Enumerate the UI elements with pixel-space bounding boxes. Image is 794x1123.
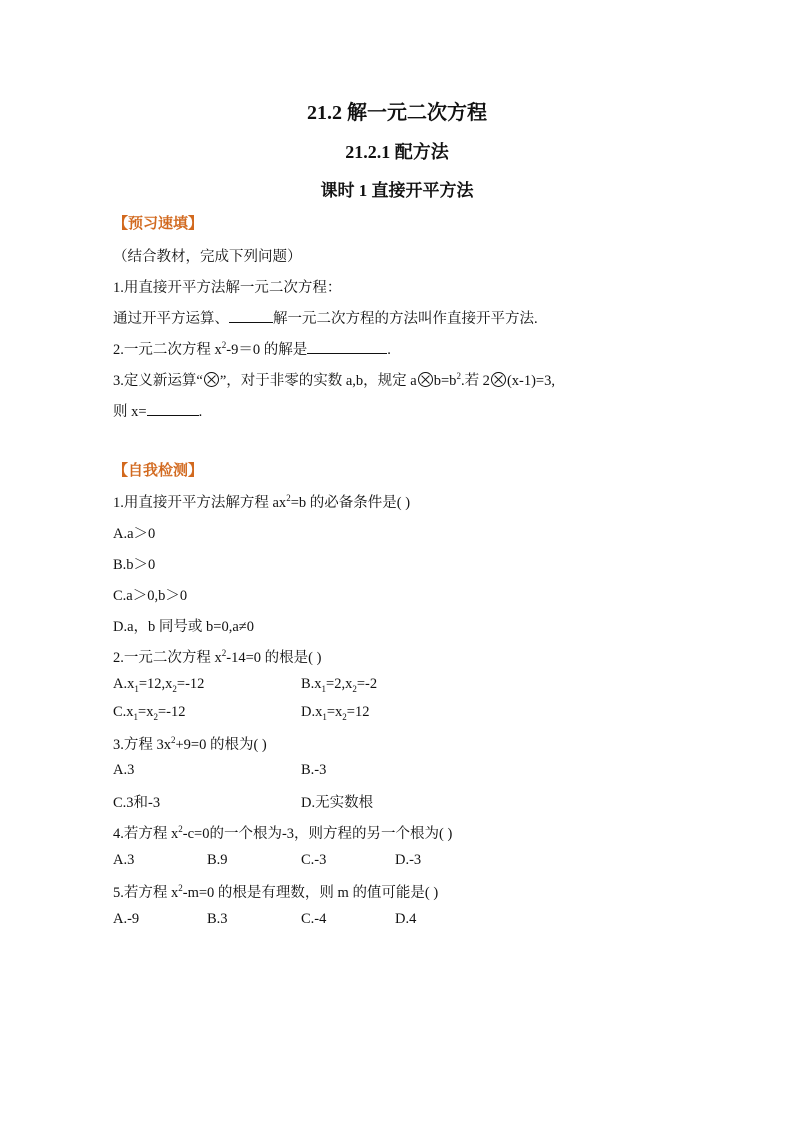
- q3-answer-label: 则 x=: [113, 404, 147, 420]
- opt-text: D.x: [301, 704, 323, 720]
- opt-sub: 1: [322, 711, 327, 722]
- opt-sub: 1: [321, 683, 327, 694]
- preview-q1-line2: [113, 307, 538, 328]
- preview-q2: [113, 338, 391, 359]
- q4-stem-sup: 2: [178, 824, 183, 835]
- lesson-title: 课时 1 直接开平方法: [320, 181, 474, 200]
- opt-text: =12,x: [138, 676, 173, 692]
- otimes-icon: [204, 372, 219, 387]
- answer-blank[interactable]: [147, 415, 199, 416]
- q3-sup: 2: [456, 371, 461, 382]
- opt-sub: 2: [153, 711, 158, 722]
- otimes-icon: [418, 372, 433, 387]
- answer-blank[interactable]: [229, 322, 273, 323]
- q3-text-mid1: ”，对于非零的实数 a,b，规定 a: [219, 373, 417, 389]
- otimes-icon: [491, 372, 506, 387]
- q2-sup: 2: [221, 340, 227, 351]
- opt-sub: 2: [342, 711, 347, 722]
- q1-text-before: 通过开平方运算、: [113, 311, 229, 327]
- q5-option-d[interactable]: D.4: [395, 911, 417, 927]
- q1-option-b[interactable]: B.b＞0: [113, 557, 156, 573]
- q2-option-d[interactable]: [301, 704, 369, 722]
- q1-stem-sup: 2: [286, 493, 291, 504]
- q1-text-after: 解一元二次方程的方法叫作直接开平方法.: [273, 311, 538, 327]
- q3-text-mid2: b=b: [433, 373, 457, 389]
- selfcheck-q2-stem: [113, 646, 321, 667]
- opt-text: =12: [346, 704, 370, 720]
- opt-sub: 1: [134, 683, 139, 694]
- opt-text: =-12: [176, 676, 205, 692]
- selfcheck-q4-stem: [113, 822, 452, 843]
- q5-stem-text: 5.若方程 x: [113, 885, 179, 901]
- q2-stem-post: -14=0 的根是( ): [226, 650, 322, 666]
- q3-text-mid4: (x-1)=3,: [506, 373, 555, 389]
- q2-option-b[interactable]: [301, 676, 377, 694]
- opt-text: =2,x: [326, 676, 353, 692]
- q4-option-d[interactable]: D.-3: [395, 852, 422, 868]
- opt-text: =x: [326, 704, 343, 720]
- q3-text: 3.定义新运算“: [113, 373, 203, 389]
- preview-heading: 【预习速填】: [113, 216, 204, 232]
- selfcheck-q1-stem: [113, 491, 410, 512]
- q5-option-c[interactable]: C.-4: [301, 911, 327, 927]
- opt-text: =-12: [157, 704, 186, 720]
- q5-option-b[interactable]: B.3: [207, 911, 228, 927]
- q4-option-a[interactable]: A.3: [113, 852, 135, 868]
- q3-option-c[interactable]: C.3和-3: [113, 795, 161, 811]
- q3-option-b[interactable]: B.-3: [301, 762, 327, 778]
- opt-text: =x: [138, 704, 154, 720]
- opt-sub: 2: [172, 683, 177, 694]
- page-title: 21.2 解一元二次方程: [307, 102, 487, 124]
- section-title: 21.2.1 配方法: [345, 142, 449, 162]
- q2-stem-sup: 2: [221, 648, 227, 659]
- q2-text-end: .: [387, 342, 391, 358]
- q3-stem-sup: 2: [171, 735, 176, 746]
- opt-text: C.x: [113, 704, 134, 720]
- q3-answer-end: .: [198, 404, 203, 420]
- q5-stem-post: -m=0 的根是有理数，则 m 的值可能是( ): [182, 885, 439, 901]
- q2-text-mid: -9＝0 的解是: [226, 342, 308, 358]
- selfcheck-q5-stem: [113, 881, 438, 902]
- preview-q1-line1: 1.用直接开平方法解一元二次方程：: [113, 280, 342, 296]
- opt-text: =-2: [356, 676, 378, 692]
- q1-option-c[interactable]: C.a＞0,b＞0: [113, 588, 188, 604]
- selfcheck-q3-stem: [113, 733, 267, 754]
- opt-text: B.x: [301, 676, 322, 692]
- q1-stem-post: =b 的必备条件是( ): [290, 495, 411, 511]
- selfcheck-heading: 【自我检测】: [113, 463, 204, 479]
- q4-stem-text: 4.若方程 x: [113, 826, 179, 842]
- q3-stem-text: 3.方程 3x: [113, 737, 171, 753]
- q4-stem-post: -c=0的一个根为-3，则方程的另一个根为( ): [182, 826, 453, 842]
- q1-option-a[interactable]: A.a＞0: [113, 526, 156, 542]
- q3-option-d[interactable]: D.无实数根: [301, 795, 374, 811]
- q5-stem-sup: 2: [178, 883, 183, 894]
- answer-blank[interactable]: [307, 353, 387, 354]
- q2-text: 2.一元二次方程 x: [113, 342, 222, 358]
- opt-text: A.x: [113, 676, 135, 692]
- opt-sub: 1: [133, 711, 139, 722]
- q2-stem-text: 2.一元二次方程 x: [113, 650, 222, 666]
- q4-option-c[interactable]: C.-3: [301, 852, 327, 868]
- preview-q3-line2: [113, 400, 202, 421]
- q1-option-d[interactable]: D.a，b 同号或 b=0,a≠0: [113, 619, 254, 635]
- q2-option-c[interactable]: [113, 704, 186, 722]
- opt-sub: 2: [352, 683, 357, 694]
- preview-q3-line1: [113, 369, 555, 390]
- q1-stem-text: 1.用直接开平方法解方程 ax: [113, 495, 287, 511]
- q2-option-a[interactable]: [113, 676, 204, 694]
- q3-option-a[interactable]: A.3: [113, 762, 135, 778]
- q3-text-mid3: .若 2: [460, 373, 490, 389]
- q3-stem-post: +9=0 的根为( ): [175, 737, 267, 753]
- preview-intro: （结合教材，完成下列问题）: [113, 249, 302, 265]
- q5-option-a[interactable]: A.-9: [113, 911, 140, 927]
- q4-option-b[interactable]: B.9: [207, 852, 228, 868]
